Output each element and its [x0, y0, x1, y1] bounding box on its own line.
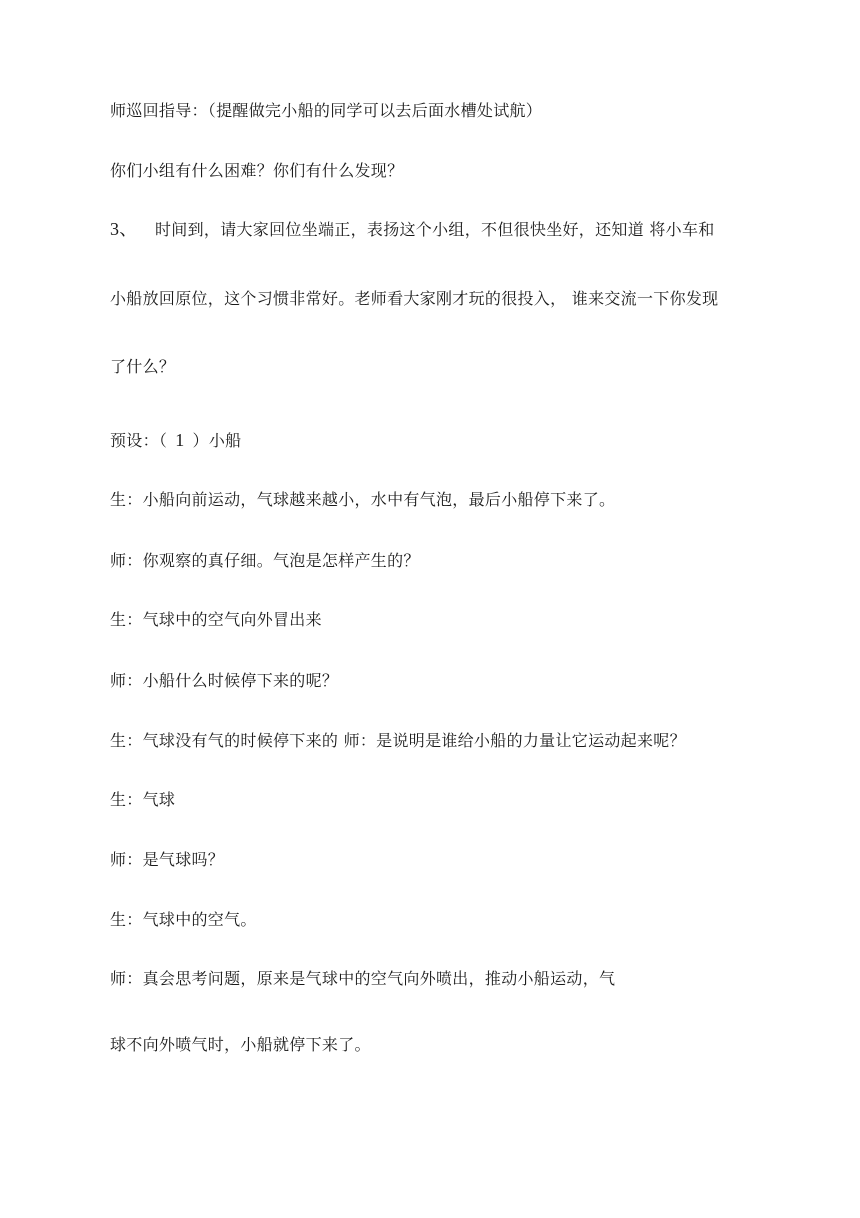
paragraph-line	[110, 430, 241, 451]
paragraph-line: 师：小船什么时候停下来的呢？	[110, 671, 339, 690]
paragraph-line: 生：气球中的空气向外冒出来	[110, 610, 322, 629]
paragraph-line: 生：小船向前运动，气球越来越小，水中有气泡，最后小船停下来了。	[110, 490, 616, 509]
paragraph-line: 师：你观察的真仔细。气泡是怎样产生的？	[110, 551, 420, 570]
preset-label: 预设：（	[110, 431, 168, 450]
paragraph-line	[110, 219, 715, 240]
paragraph-line: 生：气球中的空气。	[110, 910, 257, 929]
paragraph-text: 时间到，请大家回位坐端正，表扬这个小组，不但很快坐好，还知道 将小车和	[155, 220, 715, 239]
paragraph-line: 小船放回原位，这个习惯非常好。老师看大家刚才玩的很投入， 谁来交流一下你发现	[110, 289, 719, 308]
paragraph-line: 生：气球没有气的时候停下来的 师：是说明是谁给小船的力量让它运动起来呢？	[110, 731, 686, 750]
step-number: 3、	[110, 219, 138, 239]
paragraph-line: 球不向外喷气时，小船就停下来了。	[110, 1035, 371, 1054]
paragraph-line: 了什么？	[110, 357, 176, 376]
paragraph-line: 你们小组有什么困难？你们有什么发现？	[110, 161, 404, 180]
paragraph-line: 生：气球	[110, 790, 176, 809]
paragraph-line: 师：是气球吗？	[110, 850, 225, 869]
preset-number: 1	[175, 430, 185, 450]
preset-title: ）小船	[192, 431, 242, 450]
paragraph-line: 师：真会思考问题，原来是气球中的空气向外喷出，推动小船运动，气	[110, 969, 616, 988]
paragraph-line: 师巡回指导：（提醒做完小船的同学可以去后面水槽处试航）	[110, 101, 543, 120]
